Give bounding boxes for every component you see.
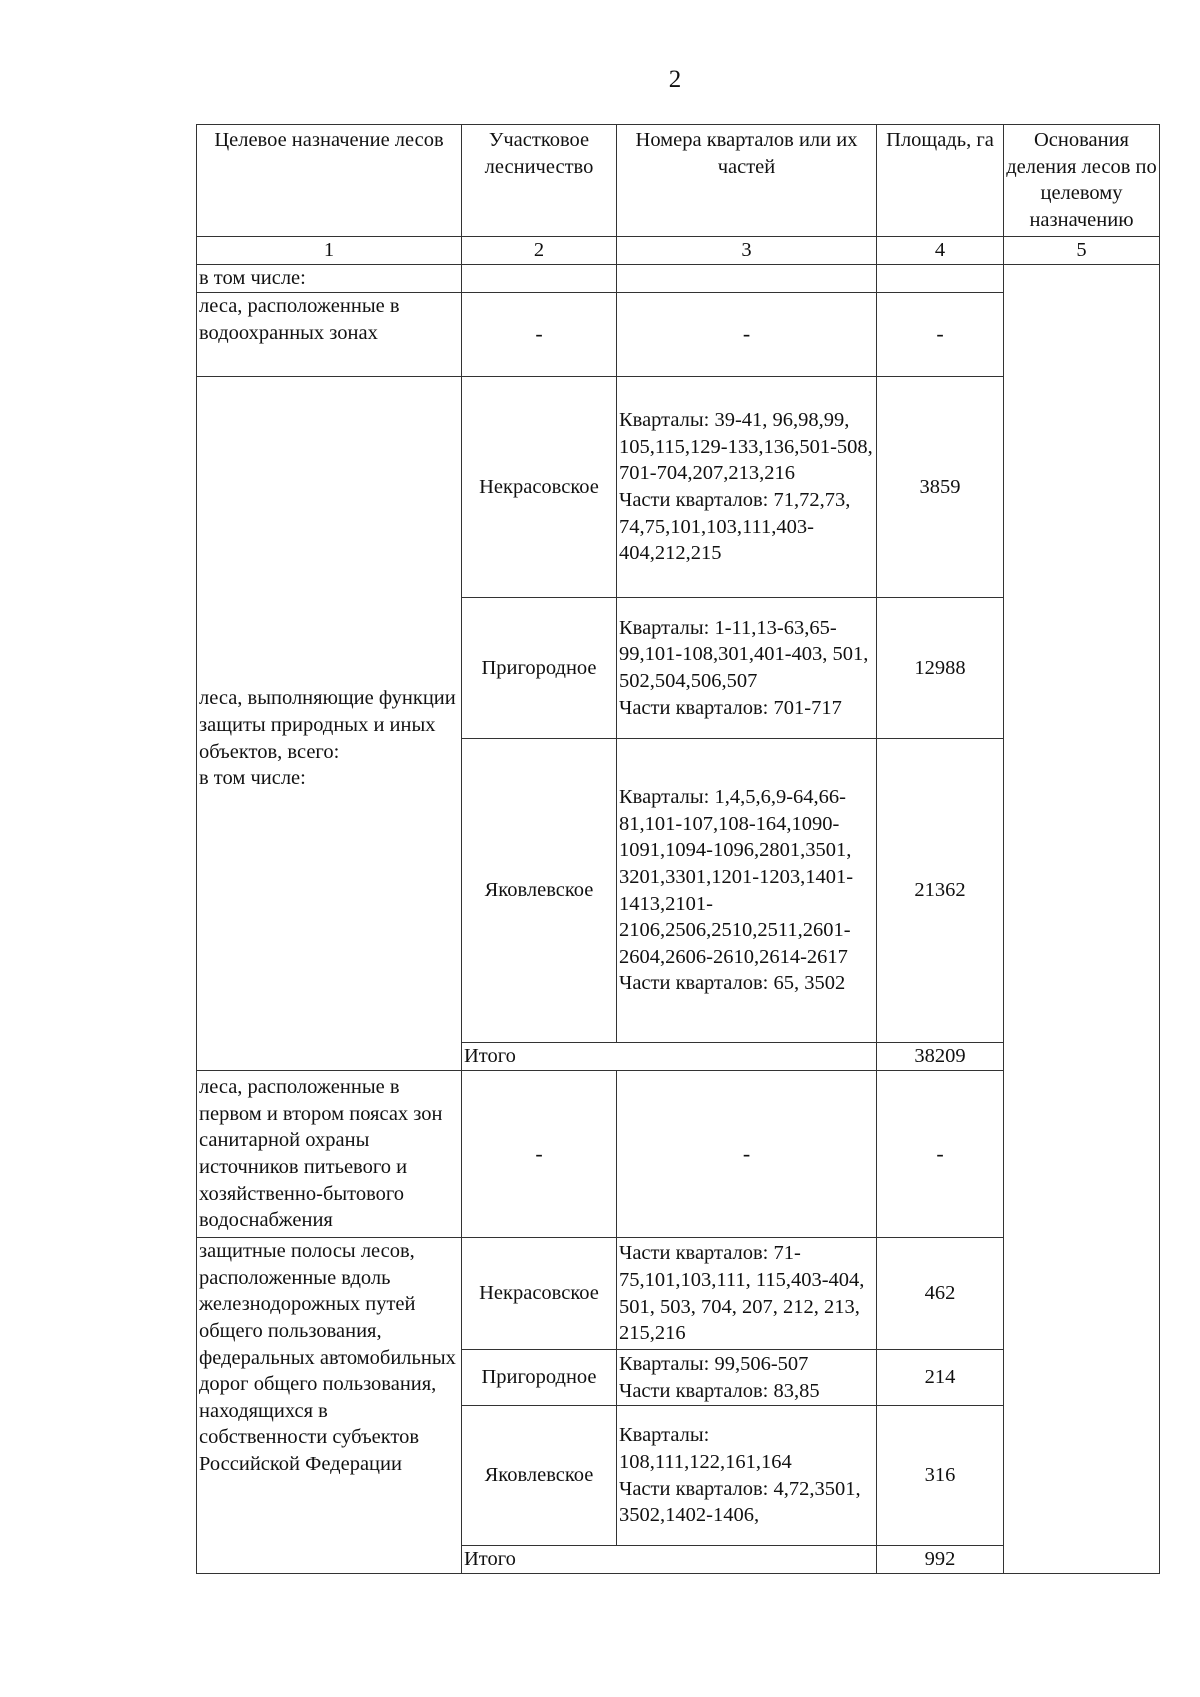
column-number: 4	[877, 237, 1004, 265]
header-purpose: Целевое назначение лесов	[197, 125, 462, 237]
area-cell: 3859	[877, 377, 1004, 598]
quarters-cell: Кварталы: 1,4,5,6,9-64,66-81,101-107,108-164,1090-1091,1094-1096,2801,3501, 3201,3301,1201-1203,1401-1413,2101-2106,2506,2510,2511,2601-2604,2606-2610,2614-2617 Части кварталов: 65, 3502	[617, 739, 877, 1043]
forestry-cell: Пригородное	[462, 598, 617, 739]
forestry-cell: -	[462, 1071, 617, 1238]
column-number: 1	[197, 237, 462, 265]
quarters-cell: Кварталы: 108,111,122,161,164 Части кварталов: 4,72,3501, 3502,1402-1406,	[617, 1406, 877, 1546]
column-number: 2	[462, 237, 617, 265]
quarters-cell: Части кварталов: 71-75,101,103,111, 115,403-404, 501, 503, 704, 207, 212, 213, 215,216	[617, 1238, 877, 1350]
header-forestry: Участковое лесничество	[462, 125, 617, 237]
area-cell: 214	[877, 1350, 1004, 1406]
basis-column-cell	[1004, 265, 1160, 1574]
area-cell: -	[877, 293, 1004, 377]
quarters-cell: -	[617, 1071, 877, 1238]
quarters-cell: Кварталы: 99,506-507 Части кварталов: 83,85	[617, 1350, 877, 1406]
quarters-cell: -	[617, 293, 877, 377]
total-area: 992	[877, 1546, 1004, 1574]
header-row	[197, 125, 1160, 237]
purpose-cell: защитные полосы лесов, расположенные вдоль железнодорожных путей общего пользования, федеральных автомобильных дорог общего пользования, находящихся в собственности субъектов Российской Федерации	[197, 1238, 462, 1574]
forestry-cell: Яковлевское	[462, 1406, 617, 1546]
area-cell: 21362	[877, 739, 1004, 1043]
forestry-cell: Некрасовское	[462, 377, 617, 598]
including-label: в том числе:	[197, 265, 462, 293]
purpose-cell: леса, выполняющие функции защиты природных и иных объектов, всего: в том числе:	[197, 377, 462, 1071]
area-cell: 316	[877, 1406, 1004, 1546]
header-basis: Основания деления лесов по целевому назначению	[1004, 125, 1160, 237]
area-cell: 462	[877, 1238, 1004, 1350]
table-row	[197, 265, 1160, 293]
column-number: 5	[1004, 237, 1160, 265]
page-number: 2	[668, 66, 682, 93]
purpose-cell: леса, расположенные в водоохранных зонах	[197, 293, 462, 377]
area-cell: -	[877, 1071, 1004, 1238]
forestry-cell: Некрасовское	[462, 1238, 617, 1350]
total-label: Итого	[462, 1546, 877, 1574]
quarters-cell: Кварталы: 39-41, 96,98,99, 105,115,129-133,136,501-508, 701-704,207,213,216 Части кварталов: 71,72,73, 74,75,101,103,111,403-404,212,215	[617, 377, 877, 598]
column-number: 3	[617, 237, 877, 265]
header-quarters: Номера кварталов или их частей	[617, 125, 877, 237]
forestry-cell: Яковлевское	[462, 739, 617, 1043]
forestry-cell: -	[462, 293, 617, 377]
total-area: 38209	[877, 1043, 1004, 1071]
quarters-cell: Кварталы: 1-11,13-63,65-99,101-108,301,401-403, 501, 502,504,506,507 Части кварталов: 701-717	[617, 598, 877, 739]
total-label: Итого	[462, 1043, 877, 1071]
header-area: Площадь, га	[877, 125, 1004, 237]
forestry-cell: Пригородное	[462, 1350, 617, 1406]
forest-purpose-table	[196, 124, 1160, 1574]
area-cell: 12988	[877, 598, 1004, 739]
purpose-cell: леса, расположенные в первом и втором поясах зон санитарной охраны источников питьевого и хозяйственно-бытового водоснабжения	[197, 1071, 462, 1238]
column-number-row	[197, 237, 1160, 265]
